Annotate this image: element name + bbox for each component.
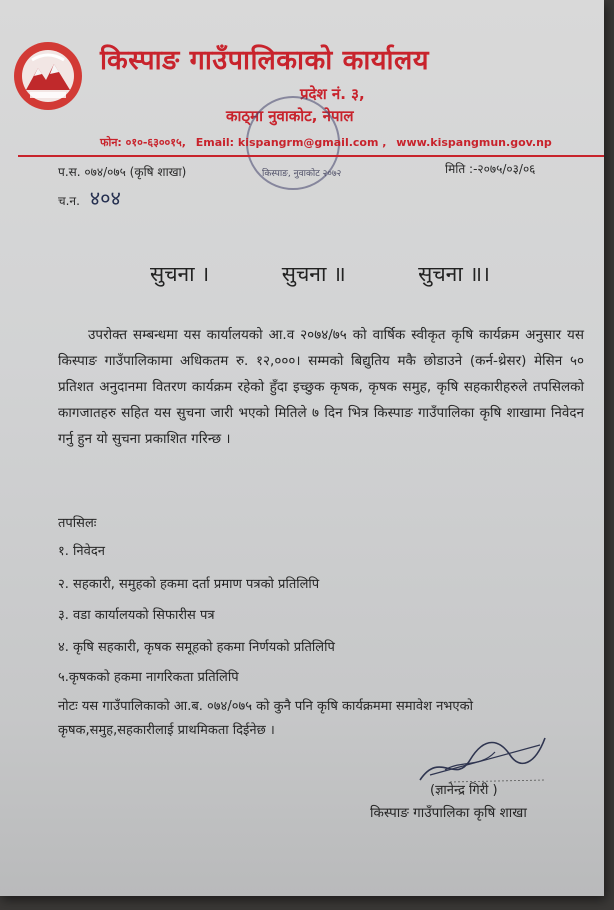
email-address: Email: kispangrm@gmail.com ,	[195, 136, 387, 149]
nepal-government-emblem	[12, 40, 84, 112]
notice-heading	[150, 260, 490, 288]
office-name: किस्पाङ गाउँपालिकाको कार्यालय	[100, 45, 429, 76]
phone-number: फोन: ०१०-६३००१५,	[100, 136, 186, 149]
schedule-item: २. सहकारी, समुहको हकमा दर्ता प्रमाण पत्रको प्रतिलिपि	[58, 577, 320, 592]
schedule-item: ५.कृषकको हकमा नागरिकता प्रतिलिपि	[58, 670, 239, 685]
dispatch-label: च.न.	[58, 194, 80, 208]
note-text: नोटः यस गाउँपालिकाको आ.ब. ०७४/०७५ को कुनै पनि कृषि कार्यक्रममा समावेश नभएको कृषक,समुह,सहकारीलाई प्राथमिकता दिईनेछ ।	[58, 699, 473, 738]
seal-text: किस्पाङ, नुवाकोट २०७२	[262, 169, 342, 179]
office-address: काठ्मा नुवाकोट, नेपाल	[226, 107, 354, 125]
signer-title: किस्पाङ गाउँपालिका कृषि शाखा	[370, 805, 527, 821]
notice-heading-3: सुचना ॥।	[418, 262, 490, 286]
schedule-item: १. निवेदन	[58, 544, 105, 559]
schedule-item: ४. कृषि सहकारी, कृषक समूहको हकमा निर्णयको प्रतिलिपि	[58, 640, 335, 655]
signer-name: (ज्ञानेन्द्र गिरी )	[430, 783, 498, 798]
dispatch-number	[58, 184, 121, 211]
dispatch-value: ४०४	[89, 186, 121, 210]
reference-number: प.स. ०७४/०७५ (कृषि शाखा)	[58, 165, 187, 179]
notice-heading-1: सुचना ।	[150, 262, 210, 286]
letterhead-divider	[18, 155, 604, 157]
notice-heading-2: सुचना ॥	[281, 262, 346, 286]
notice-body: उपरोक्त सम्बन्धमा यस कार्यालयको आ.व २०७४/७५ को वार्षिक स्वीकृत कृषि कार्यक्रम अनुसार यस किस्पाङ गाउँपालिकामा अधिकतम रु. १२,०००। सम्मको बिद्युतिय मकै छोडाउने (कर्न-थ्रेसर) मेसिन ५० प्रतिशत अनुदानमा वितरण कार्यक्रम रहेको हुँदा इच्छुक कृषक, कृषक समुह, कृषि सहकारीहरुले तपसिलको कागजातहरु सहित यस सुचना जारी भएको मितिले ७ दिन भित्र किस्पाङ गाउँपालिका कृषि शाखामा निवेदन गर्नु हुन यो सुचना प्रकाशित गरिन्छ ।	[58, 327, 584, 447]
schedule-item: ३. वडा कार्यालयको सिफारीस पत्र	[58, 608, 215, 623]
issue-date: मिति :-२०७५/०३/०६	[445, 162, 536, 176]
schedule-title: तपसिलः	[58, 516, 97, 531]
contact-line	[100, 135, 570, 150]
website-link[interactable]: www.kispangmun.gov.np	[396, 136, 552, 149]
province: प्रदेश नं. ३,	[300, 85, 365, 103]
